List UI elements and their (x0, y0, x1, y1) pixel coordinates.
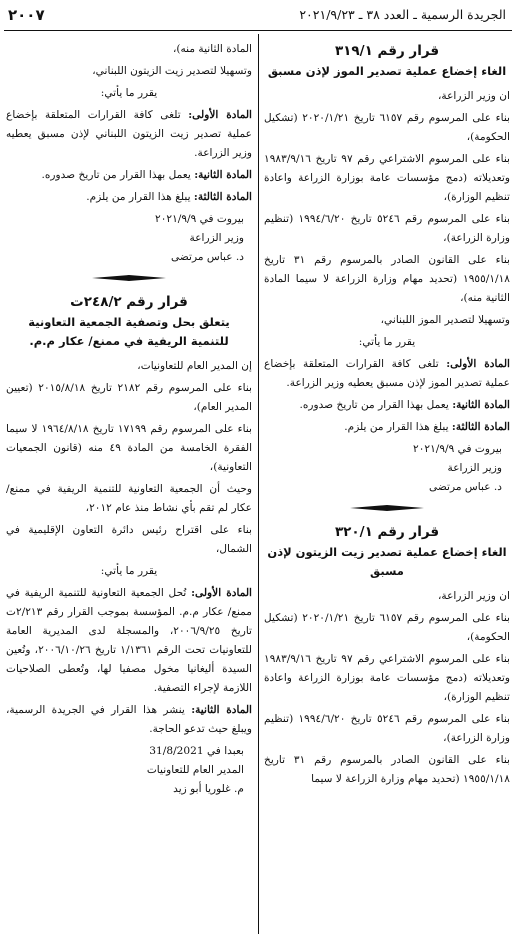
preamble-line: بناء على المرسوم رقم ٥٢٤٦ تاريخ ١٩٩٤/٦/٢٠ (تنظيم وزارة الزراعة)، (264, 213, 510, 244)
signer-title: وزير الزراعة (189, 232, 244, 244)
article-text: ينشر هذا القرار في الجريدة الرسمية، ويبلغ حيث تدعو الحاجة. (6, 704, 252, 735)
article-text: تلغى كافة القرارات المتعلقة بإخضاع عملية تصدير الموز لإذن مسبق يعطيه وزير الزراعة. (264, 358, 510, 389)
preamble-line: وتسهيلا لتصدير الموز اللبناني، (380, 314, 510, 326)
article-label: المادة الأولى: (446, 358, 510, 370)
preamble-line: بناء على المرسوم رقم ٦١٥٧ تاريخ ٢٠٢٠/١/٢١ (تشكيل الحكومة)، (264, 112, 510, 143)
decision-title: يتعلق بحل وتصفية الجمعية التعاونية (28, 315, 230, 329)
article (6, 584, 252, 698)
header-rule (4, 30, 512, 31)
article-label: المادة الأولى: (188, 109, 252, 121)
article-text: تُحل الجمعية التعاونية للتنمية الريفية في ممنع/ عكار م.م. المؤسسة بموجب القرار رقم ٢/٢١٣ت تاريخ ٢٠٠٦/٩/٢٥، والمسجلة لدى المديرية العامة للتعاونيات تحت الرقم ١/١٣٦١ تاريخ ٢٠٠٦/١٠/٢٦، وتُعين السيدة أليغانيا مخول مصفيا لها، وتُعطى الصلاحيات اللازمة لإجراء التصفية. (6, 587, 252, 694)
column-divider (258, 34, 259, 934)
article-label: المادة الثانية: (191, 704, 252, 716)
article-text: يبلغ هذا القرار من يلزم. (344, 421, 449, 433)
preamble-line: ان وزير الزراعة، (438, 590, 510, 602)
preamble-line: ان وزير الزراعة، (438, 90, 510, 102)
article-label: المادة الثالثة: (451, 421, 510, 433)
preamble-line: بناء على القانون الصادر بالمرسوم رقم ٣١ تاريخ ١٩٥٥/١/١٨ (تحديد مهام وزارة الزراعة لا سيما المادة الثانية منه)، (264, 254, 510, 304)
signer-name: د. عباس مرتضى (429, 481, 502, 493)
decides-heading: يقرر ما يأتي: (100, 87, 158, 99)
page-number: ٢٠٠٧ (8, 6, 45, 24)
preamble-line: بناء على المرسوم رقم ٥٢٤٦ تاريخ ١٩٩٤/٦/٢٠ (تنظيم وزارة الزراعة)، (264, 713, 510, 744)
preamble-line: وتسهيلا لتصدير زيت الزيتون اللبناني، (92, 65, 252, 77)
article-label: المادة الأولى: (191, 587, 252, 599)
preamble-line: بناء على المرسوم الاشتراعي رقم ٩٧ تاريخ ١٩٨٣/٩/١٦ وتعديلاته (دمج مؤسسات عامة بوزارة الزراعة واعادة تنظيم الوزارة)، (264, 153, 510, 203)
signer-title: وزير الزراعة (447, 462, 502, 474)
preamble-line: المادة الثانية منه)، (172, 43, 252, 55)
article (264, 355, 510, 393)
gazette-header-title: الجريدة الرسمية ـ العدد ٣٨ ـ ٢٠٢١/٩/٢٣ (299, 7, 506, 22)
article (6, 106, 252, 163)
place-date: بيروت في ٢٠٢١/٩/٩ (413, 443, 502, 455)
preamble-line: وحيث أن الجمعية التعاونية للتنمية الريفية في ممنع/ عكار لم تقم بأي نشاط منذ عام ٢٠١٢، (6, 483, 252, 514)
article-text: يعمل بهذا القرار من تاريخ صدوره. (41, 169, 191, 181)
decision-title: للتنمية الريفية في ممنع/ عكار م.م. (29, 334, 229, 348)
preamble-line: بناء على المرسوم رقم ٦١٥٧ تاريخ ٢٠٢٠/١/٢١ (تشكيل الحكومة)، (264, 612, 510, 643)
article (6, 166, 252, 185)
decides-heading: يقرر ما يأتي: (100, 565, 158, 577)
article-label: المادة الثالثة: (193, 191, 252, 203)
preamble-line: بناء على المرسوم رقم ٢١٨٢ تاريخ ٢٠١٥/٨/١٨ (تعيين المدير العام)، (6, 382, 252, 413)
preamble-line: بناء على المرسوم الاشتراعي رقم ٩٧ تاريخ ١٩٨٣/٩/١٦ وتعديلاته (دمج مؤسسات عامة بوزارة الزراعة واعادة تنظيم الوزارة)، (264, 653, 510, 703)
article (6, 701, 252, 739)
signer-name: د. عباس مرتضى (171, 251, 244, 263)
section-separator (92, 275, 166, 281)
preamble-line: بناء على المرسوم رقم ١٧١٩٩ تاريخ ١٩٦٤/٨/١٨ لا سيما الفقرة الخامسة من المادة ٤٩ منه (قانون الجمعيات التعاونية)، (6, 423, 253, 473)
article (264, 418, 510, 437)
article-text: يعمل بهذا القرار من تاريخ صدوره. (299, 399, 449, 411)
article-label: المادة الثانية: (194, 169, 252, 181)
place-date: بعبدا في 31/8/2021 (149, 745, 244, 757)
decision-title: الغاء إخضاع عملية تصدير زيت الزيتون لإذن مسبق (267, 545, 507, 578)
decision-number: قرار رقم ٣١٩/١ (334, 43, 440, 59)
article-label: المادة الثانية: (452, 399, 510, 411)
decision-title: الغاء إخضاع عملية تصدير الموز لإذن مسبق (267, 64, 507, 78)
article (264, 396, 510, 415)
preamble-line: بناء على القانون الصادر بالمرسوم رقم ٣١ تاريخ ١٩٥٥/١/١٨ (تحديد مهام وزارة الزراعة لا سيما (264, 754, 510, 785)
signer-title: المدير العام للتعاونيات (146, 764, 244, 776)
place-date: بيروت في ٢٠٢١/٩/٩ (155, 213, 244, 225)
section-separator (350, 505, 424, 511)
left-column (6, 40, 252, 799)
page-header (0, 4, 516, 28)
preamble-line: بناء على اقتراح رئيس دائرة التعاون الإقليمية في الشمال، (6, 524, 252, 555)
article-text: تلغى كافة القرارات المتعلقة بإخضاع عملية تصدير زيت الزيتون اللبناني لإذن مسبق يعطيه وزير الزراعة. (6, 109, 252, 159)
right-column (264, 40, 510, 792)
article-text: يبلغ هذا القرار من يلزم. (86, 191, 191, 203)
decides-heading: يقرر ما يأتي: (358, 336, 416, 348)
preamble-line: إن المدير العام للتعاونيات، (137, 360, 252, 372)
decision-number: قرار رقم ٢٤٨/٢ت (70, 294, 188, 310)
decision-number: قرار رقم ٣٢٠/١ (334, 524, 440, 540)
signer-name: م. غلوريا أبو زيد (173, 783, 244, 795)
article (6, 188, 252, 207)
